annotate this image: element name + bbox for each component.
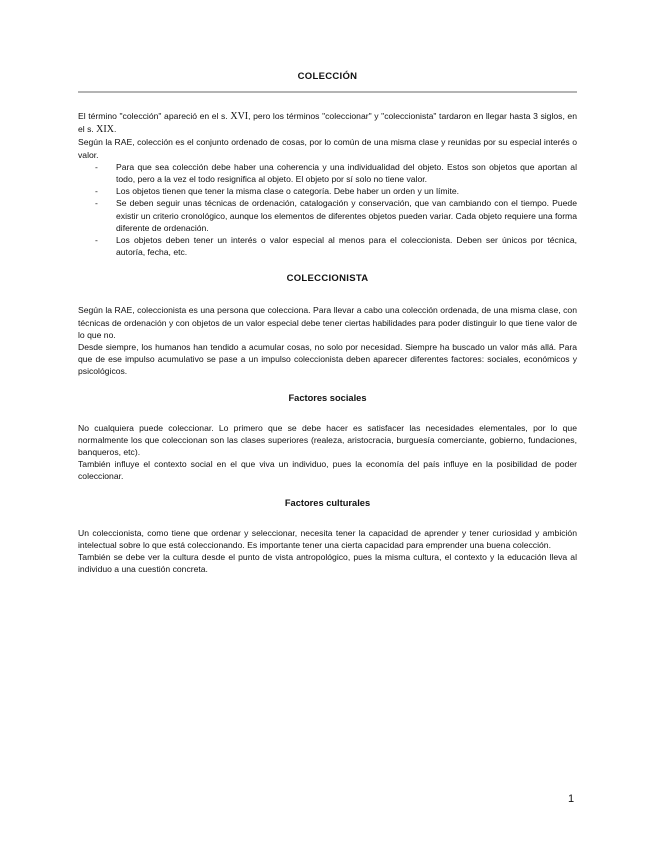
list-item [78, 161, 577, 185]
paragraph-sociales-1: No cualquiera puede coleccionar. Lo primero que se debe hacer es satisfacer las necesidades elementales, por lo que normalmente los que coleccionan son las clases superiores (realeza, aristocracia, burguesía comerciante, gobierno, fundaciones, banqueros, etc). [78, 422, 577, 458]
list-item-text: Se deben seguir unas técnicas de ordenación, catalogación y conservación, que van cambiando con el tiempo. Puede existir un criterio cronológico, aunque los elementos de diferentes objetos pueden variar. Cada objeto requiere una forma diferente de ordenación. [116, 198, 577, 233]
intro-text-c: , pero los términos "coleccionar" y "coleccionista" tardaron en llegar hasta 3 siglos, en el s. [78, 111, 577, 135]
bullet-dash: - [95, 161, 98, 172]
bullet-dash: - [95, 186, 98, 197]
paragraph-intro [78, 110, 577, 136]
list-item-text: Los objetos tienen que tener la misma clase o categoría. Debe haber un orden y un límite. [116, 186, 459, 197]
bullet-dash: - [95, 198, 98, 209]
horizontal-rule [78, 91, 577, 93]
list-item [78, 185, 577, 197]
century-xvi: XVI [230, 111, 249, 122]
paragraph-culturales-1: Un coleccionista, como tiene que ordenar y seleccionar, necesita tener la capacidad de aprender y tener curiosidad y ambición intelectual sobre lo que está coleccionando. Es importante tener una cierta capacidad para emprender una buena colección. [78, 527, 577, 550]
list-item [78, 234, 577, 258]
paragraph-acumular: Desde siempre, los humanos han tendido a acumular cosas, no solo por necesidad. Siempre ha buscado un valor más allá. Para que de ese impulso acumulativo se pase a un impulso coleccionista deben aparecer diferentes factores: sociales, económicos y psicológicos. [78, 342, 577, 377]
intro-text-a: El término "colección" apareció en el s. [78, 111, 231, 121]
paragraph-rae-coleccionista: Según la RAE, coleccionista es una persona que colecciona. Para llevar a cabo una colección ordenada, de una misma clase, con técnicas de ordenación y con objetos de un valor especial debe tener ciertas habilidades para poder distinguir lo que tiene valor de lo que no. [78, 305, 577, 340]
list-item [78, 197, 577, 234]
bullet-dash: - [95, 235, 98, 246]
subheading-factores-sociales: Factores sociales [288, 392, 367, 403]
list-item-text: Los objetos deben tener un interés o valor especial al menos para el coleccionista. Deben ser únicos por técnica, autoría, fecha, etc. [116, 235, 577, 258]
intro-text-e: . [113, 124, 117, 135]
century-xix: XIX [96, 124, 114, 136]
subheading-factores-culturales: Factores culturales [284, 497, 371, 508]
bullet-list [78, 161, 577, 259]
paragraph-culturales-2: También se debe ver la cultura desde el punto de vista antropológico, pues la misma cultura, el contexto y la educación lleva al individuo a una cuestión concreta. [78, 552, 577, 575]
section-title-coleccionista: COLECCIONISTA [286, 273, 369, 285]
page-content [78, 70, 577, 575]
section-title-coleccion: COLECCIÓN [297, 71, 358, 82]
page-number: 1 [568, 793, 575, 805]
paragraph-rae-coleccion: Según la RAE, colección es el conjunto ordenado de cosas, por lo común de una misma clase y reunidas por su especial interés o valor. [78, 137, 577, 160]
list-item-text: Para que sea colección debe haber una coherencia y una individualidad del objeto. Estos son objetos que aportan al todo, pero a la vez el todo resignifica al objeto. El objeto por sí solo no tiene valor. [116, 161, 577, 185]
paragraph-sociales-2: También influye el contexto social en el que viva un individuo, pues la economía del país influye en la posibilidad de poder coleccionar. [78, 459, 577, 482]
